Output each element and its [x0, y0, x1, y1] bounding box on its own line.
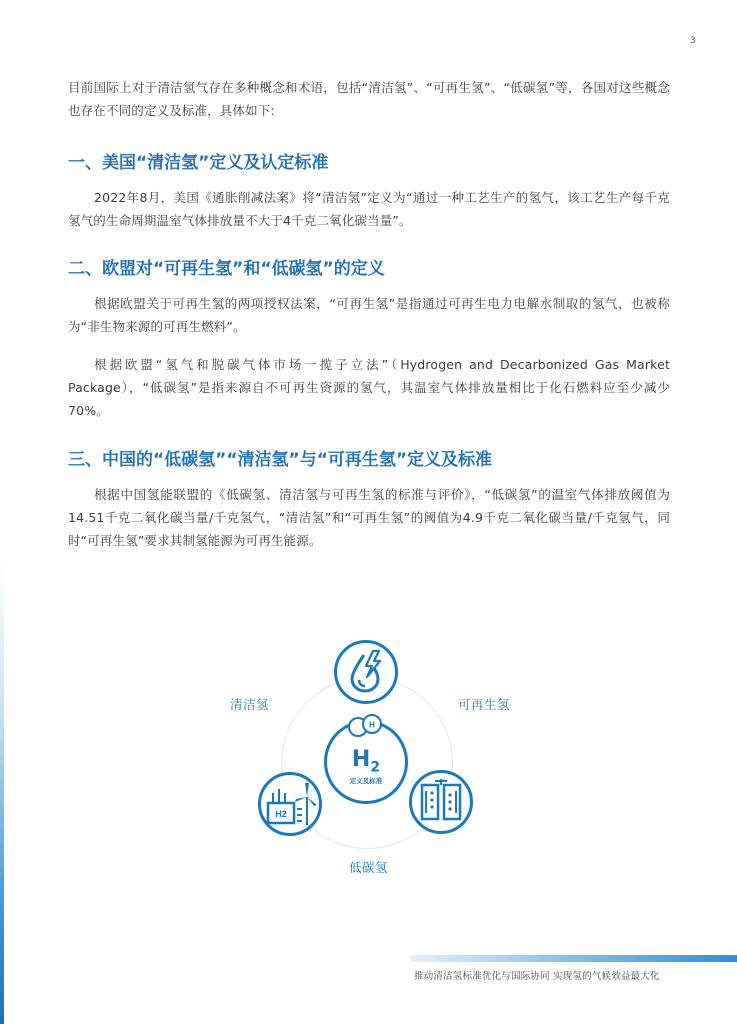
- section-2-paragraph-2: 根据欧盟“氢气和脱碳气体市场一揽子立法”（Hydrogen and Decarbonized Gas Market Package），“低碳氢”是指来源自不可再生资源的氢气，其温室气体排放量相比于化石燃料应至少减少70%。: [68, 357, 670, 418]
- label-clean-hydrogen: 清洁氢: [230, 697, 270, 712]
- hydrogen-molecule-icon: [344, 714, 388, 740]
- center-caption: 定义及标准: [349, 777, 383, 785]
- label-low-carbon-hydrogen: 低碳氢: [349, 860, 389, 875]
- label-renewable-hydrogen: 可再生氢: [458, 697, 511, 712]
- section-2-heading: 二、欧盟对“可再生氢”和“低碳氢”的定义: [68, 259, 385, 279]
- electrolyzer-icon: [409, 770, 473, 834]
- wind-turbine-h2-icon: [258, 772, 322, 836]
- hydrogen-definition-diagram: [0, 620, 737, 890]
- svg-text:H: H: [369, 720, 375, 730]
- footer-gradient-bar: [410, 955, 737, 962]
- section-3-paragraph: 根据中国氢能联盟的《低碳氢、清洁氢与可再生氢的标准与评价》，“低碳氢”的温室气体排放阈值为14.51千克二氧化碳当量/千克氢气，“清洁氢”和“可再生氢”的阈值为4.9千克二氧化碳当量/千克氢气，同时“可再生氢”要求其制氢能源为可再生能源。: [68, 487, 670, 548]
- h2-symbol: $H_2$: [351, 747, 381, 776]
- water-energy-icon: [334, 640, 398, 704]
- section-1-paragraph: 2022年8月，美国《通胀削减法案》将“清洁氢”定义为“通过一种工艺生产的氢气，该工艺生产每千克氢气的生命周期温室气体排放量不大于4千克二氧化碳当量”。: [68, 190, 670, 228]
- intro-paragraph: 目前国际上对于清洁氢气存在多种概念和术语，包括“清洁氢”、“可再生氢”、“低碳氢”等，各国对这些概念也存在不同的定义及标准，具体如下:: [68, 80, 670, 118]
- page-number: 3: [690, 36, 696, 46]
- footer-text: 推动清洁氢标准优化与国际协同 实现氢的气候效益最大化: [414, 971, 660, 982]
- svg-text:H2: H2: [275, 809, 287, 819]
- section-1-heading: 一、美国“清洁氢”定义及认定标准: [68, 153, 329, 173]
- section-2-paragraph-1: 根据欧盟关于可再生氢的两项授权法案，“可再生氢”是指通过可再生电力电解水制取的氢气，也被称为“非生物来源的可再生燃料”。: [68, 296, 670, 334]
- section-3-heading: 三、中国的“低碳氢”“清洁氢”与“可再生氢”定义及标准: [68, 450, 493, 470]
